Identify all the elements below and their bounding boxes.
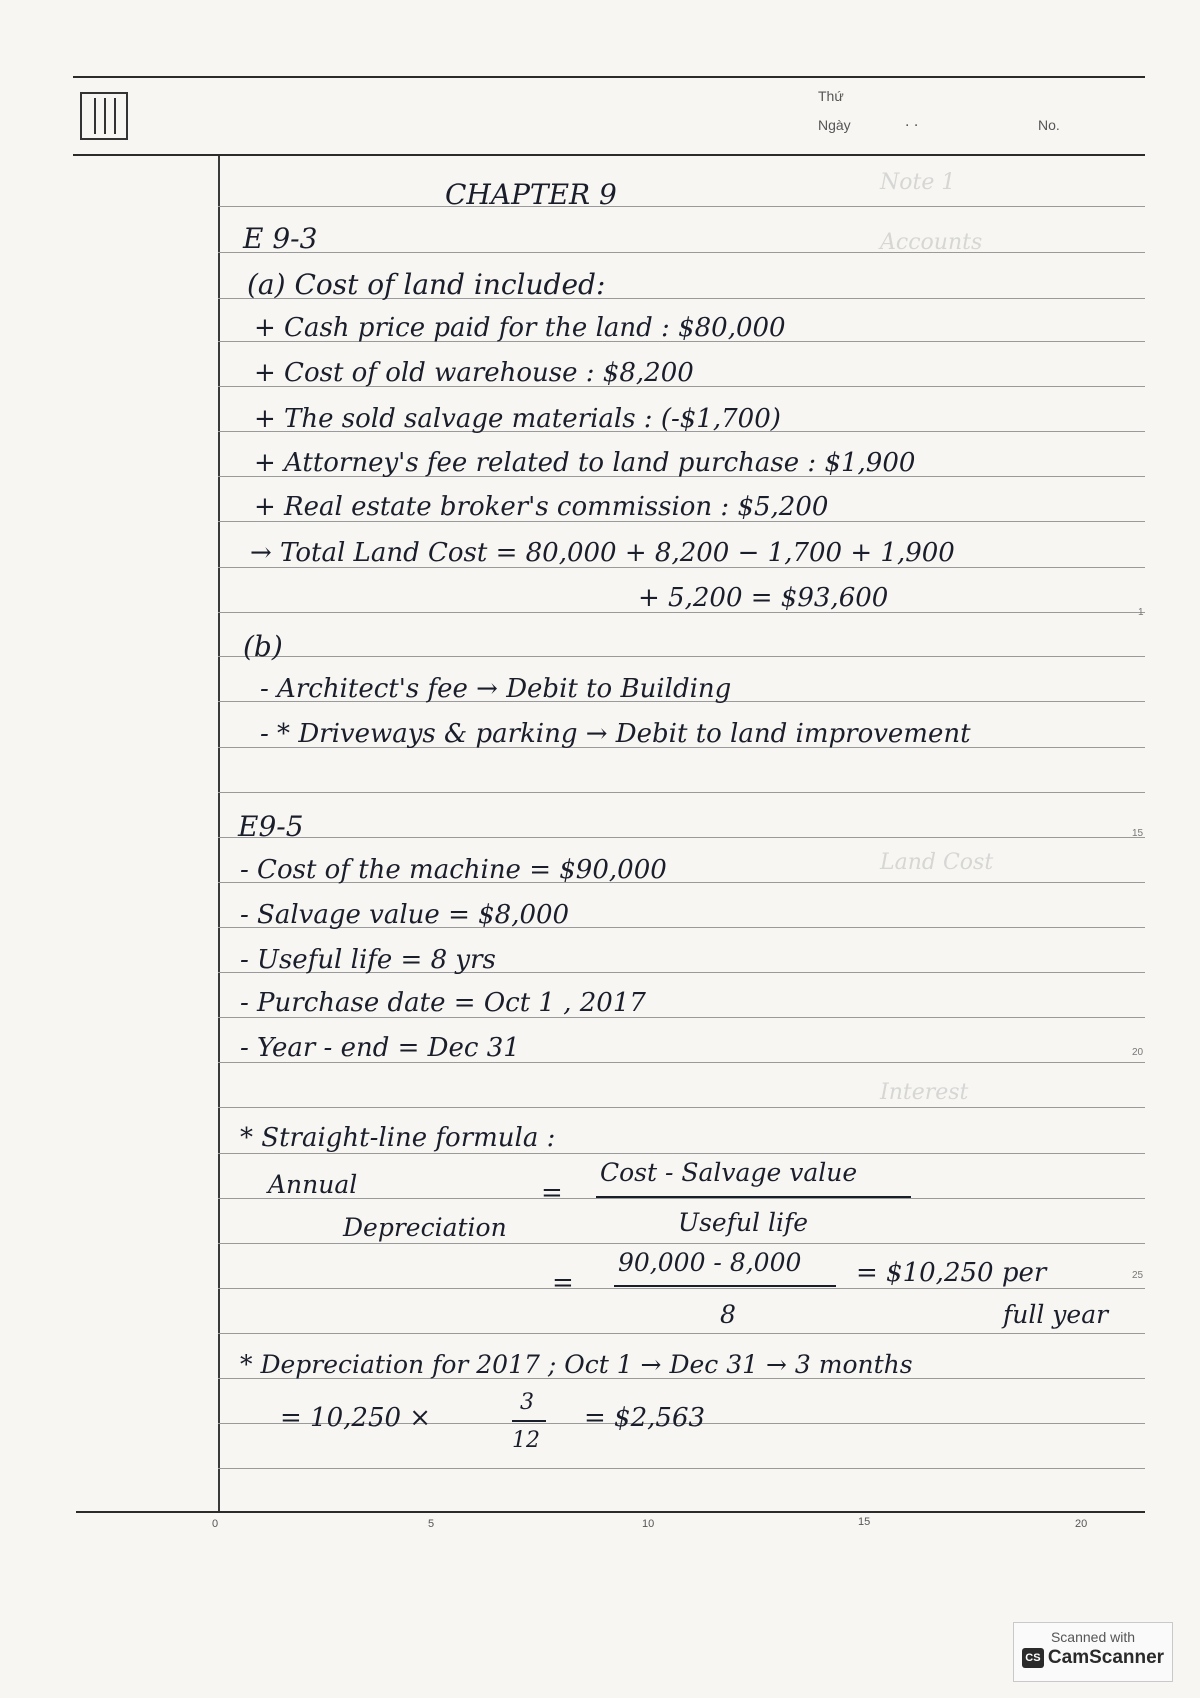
no-label: No. — [1038, 117, 1060, 133]
bleed-through-mark: Accounts — [880, 230, 983, 255]
ruled-line — [218, 792, 1145, 793]
ruled-line — [218, 1153, 1145, 1154]
side-ruler-number: 15 — [1132, 828, 1144, 839]
notebook-logo-icon — [80, 92, 128, 140]
ruled-line — [218, 252, 1145, 253]
dep2017-calc: = 10,250 × — [280, 1403, 432, 1433]
badge-line2: CamScanner — [1047, 1647, 1165, 1668]
dep2017-result: = $2,563 — [584, 1403, 706, 1433]
formula-equals: = — [541, 1178, 563, 1208]
ruled-line — [218, 1468, 1145, 1469]
margin-line — [218, 156, 220, 1511]
ruled-line — [218, 1107, 1145, 1108]
e93-item: + Cost of old warehouse : $8,200 — [254, 358, 694, 388]
side-ruler-number: 25 — [1132, 1270, 1144, 1281]
ruled-line — [218, 1333, 1145, 1334]
e93-part-b-item: - * Driveways & parking → Debit to land improvement — [260, 719, 971, 749]
ruler-tick: 15 — [858, 1516, 871, 1528]
dep2017-numerator: 3 — [520, 1390, 534, 1415]
bleed-through-mark: Interest — [880, 1080, 969, 1105]
page-bottom-rule — [76, 1511, 1145, 1513]
ruler-tick: 20 — [1075, 1518, 1088, 1530]
e95-item: - Useful life = 8 yrs — [240, 945, 496, 975]
e93-part-a-label: (a) Cost of land included: — [247, 268, 606, 301]
calc-equals: = — [552, 1268, 574, 1298]
formula-numerator: Cost - Salvage value — [600, 1158, 858, 1187]
calc-fraction-bar — [614, 1285, 836, 1287]
badge-line1: Scanned with — [1050, 1629, 1136, 1645]
e93-total-line2: + 5,200 = $93,600 — [638, 583, 889, 613]
e93-item: + The sold salvage materials : (-$1,700) — [254, 404, 781, 434]
formula-heading: * Straight-line formula : — [240, 1123, 556, 1153]
camscanner-logo-icon: CS — [1022, 1648, 1044, 1668]
ngay-label: Ngày — [818, 117, 851, 133]
calc-denominator: 8 — [720, 1300, 736, 1329]
e93-part-b-label: (b) — [243, 630, 283, 663]
e93-item: + Cash price paid for the land : $80,000 — [254, 313, 786, 343]
ruler-tick: 0 — [212, 1518, 219, 1530]
calc-result: = $10,250 per — [856, 1258, 1047, 1288]
dep2017-line: * Depreciation for 2017 ; Oct 1 → Dec 31 → 3 months — [240, 1350, 913, 1379]
e93-heading: E 9-3 — [243, 222, 318, 255]
e95-item: - Cost of the machine = $90,000 — [240, 855, 667, 885]
ruler-tick: 5 — [428, 1518, 435, 1530]
badge-line2-wrap — [1014, 1647, 1172, 1669]
ruled-line — [218, 1243, 1145, 1244]
calc-numerator: 90,000 - 8,000 — [618, 1248, 802, 1277]
calc-result-note: full year — [1003, 1300, 1109, 1329]
e93-item: + Real estate broker's commission : $5,200 — [254, 492, 829, 522]
e93-item: + Attorney's fee related to land purchase : $1,900 — [254, 448, 916, 478]
e95-item: - Salvage value = $8,000 — [240, 900, 570, 930]
side-ruler-number: 1 — [1138, 607, 1144, 618]
dep2017-denominator: 12 — [512, 1428, 540, 1453]
chapter-title: CHAPTER 9 — [445, 178, 617, 211]
e93-total-line1: → Total Land Cost = 80,000 + 8,200 − 1,700 + 1,900 — [250, 538, 955, 568]
e93-part-b-item: - Architect's fee → Debit to Building — [260, 674, 732, 704]
thu-label: Thứ — [818, 88, 844, 104]
bleed-through-mark: Land Cost — [880, 850, 994, 875]
formula-denominator: Useful life — [678, 1208, 809, 1237]
dep2017-fraction-bar — [512, 1420, 546, 1422]
e95-item: - Purchase date = Oct 1 , 2017 — [240, 988, 646, 1018]
header-bottom-rule — [73, 154, 1145, 156]
annual-label: Annual — [268, 1170, 358, 1199]
ruled-line — [218, 1288, 1145, 1289]
formula-fraction-bar — [596, 1196, 911, 1198]
ruled-line — [218, 837, 1145, 838]
side-ruler-number: 20 — [1132, 1047, 1144, 1058]
e95-heading: E9-5 — [238, 810, 304, 843]
ruled-line — [218, 656, 1145, 657]
header-top-rule — [73, 76, 1145, 78]
date-dots: . . — [905, 113, 919, 130]
ruled-line — [218, 206, 1145, 207]
depreciation-label: Depreciation — [343, 1213, 507, 1242]
bleed-through-mark: Note 1 — [880, 170, 956, 195]
ruler-tick: 10 — [642, 1518, 655, 1530]
e95-item: - Year - end = Dec 31 — [240, 1033, 520, 1063]
camscanner-watermark — [1013, 1622, 1173, 1682]
